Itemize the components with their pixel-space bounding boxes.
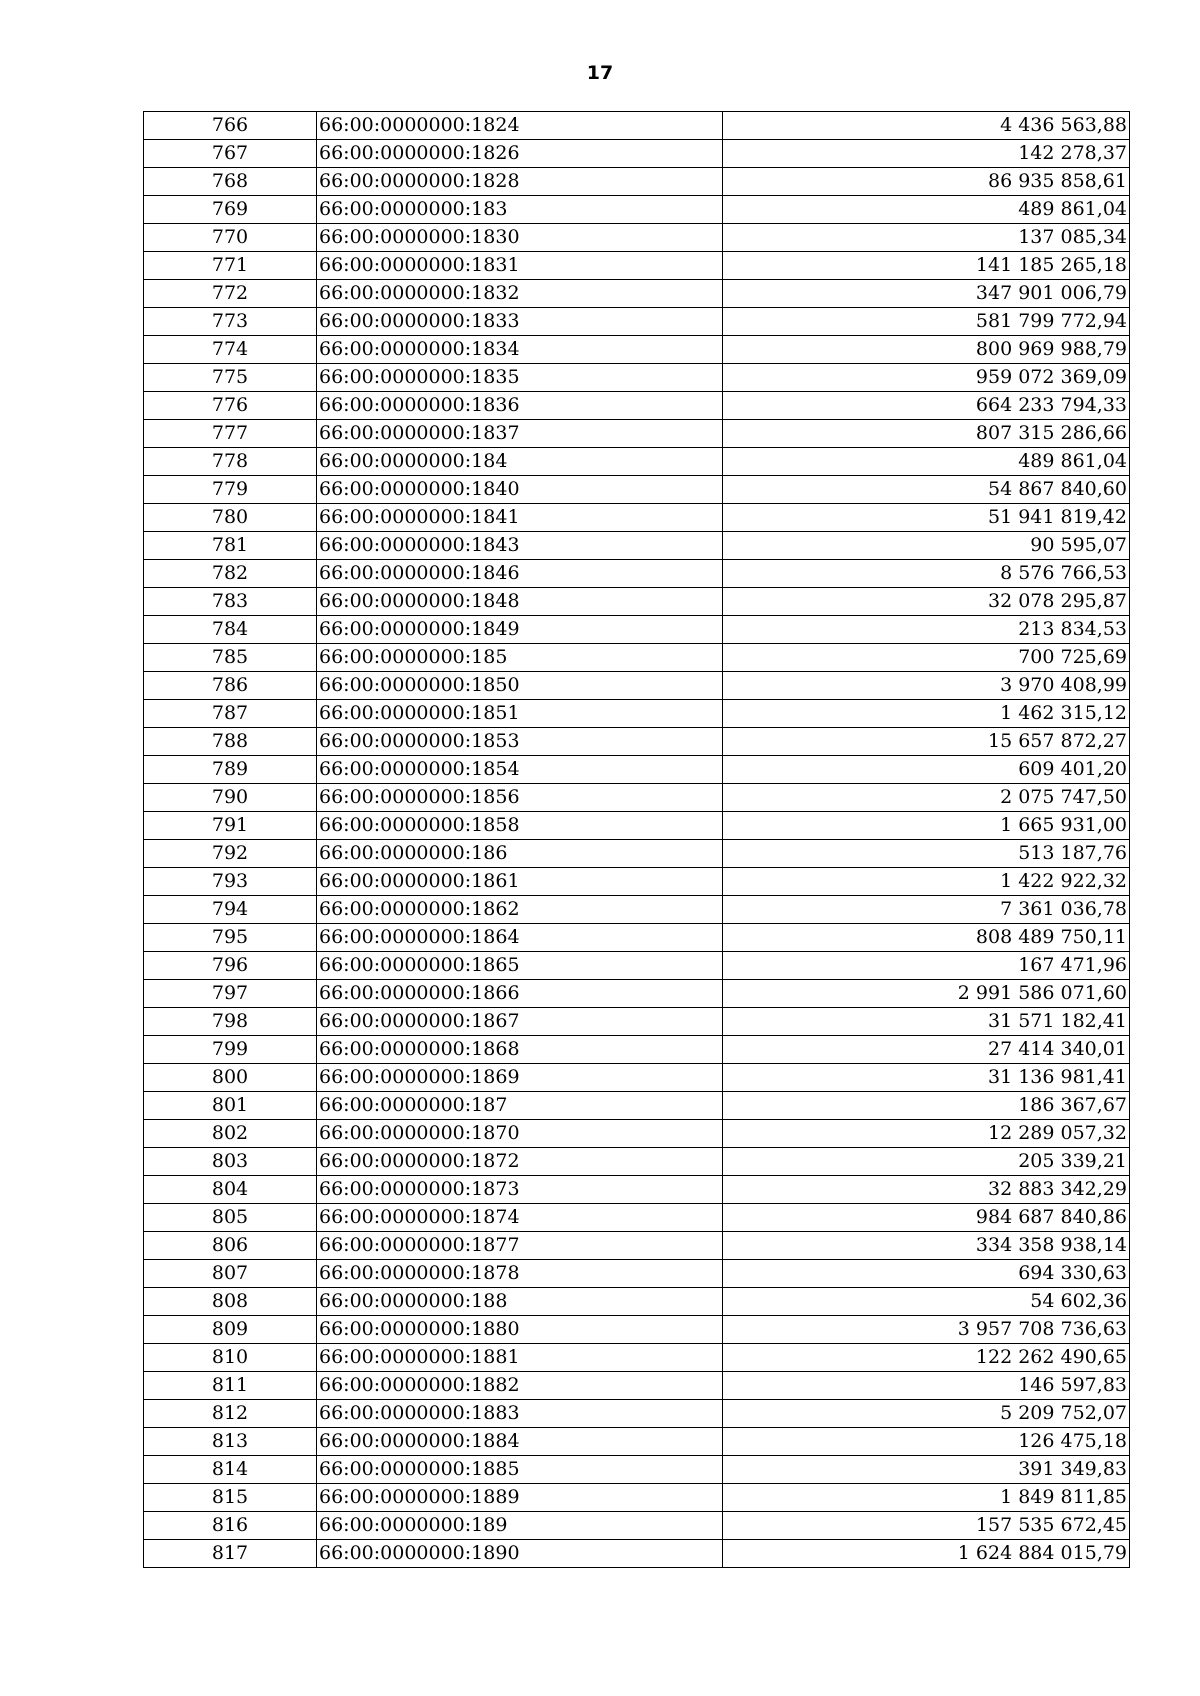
cadastral-number-cell: 66:00:0000000:185 [317, 644, 723, 672]
cadastral-number-cell: 66:00:0000000:1830 [317, 224, 723, 252]
cadastral-value-cell: 7 361 036,78 [723, 896, 1130, 924]
cadastral-number-cell: 66:00:0000000:1858 [317, 812, 723, 840]
cadastral-number-cell: 66:00:0000000:1835 [317, 364, 723, 392]
cadastral-value-cell: 51 941 819,42 [723, 504, 1130, 532]
row-number-cell: 814 [144, 1456, 317, 1484]
row-number-cell: 778 [144, 448, 317, 476]
table-row [144, 980, 1130, 1008]
cadastral-number-cell: 66:00:0000000:1851 [317, 700, 723, 728]
cadastral-value-cell: 12 289 057,32 [723, 1120, 1130, 1148]
cadastral-number-cell: 66:00:0000000:1826 [317, 140, 723, 168]
row-number-cell: 779 [144, 476, 317, 504]
cadastral-value-cell: 489 861,04 [723, 196, 1130, 224]
row-number-cell: 801 [144, 1092, 317, 1120]
table-row [144, 532, 1130, 560]
cadastral-number-cell: 66:00:0000000:1878 [317, 1260, 723, 1288]
table-row [144, 1204, 1130, 1232]
cadastral-value-cell: 86 935 858,61 [723, 168, 1130, 196]
table-row [144, 308, 1130, 336]
table-row [144, 420, 1130, 448]
cadastral-number-cell: 66:00:0000000:1853 [317, 728, 723, 756]
cadastral-number-cell: 66:00:0000000:1833 [317, 308, 723, 336]
table-row [144, 140, 1130, 168]
table-body [144, 112, 1130, 1568]
table-row [144, 1344, 1130, 1372]
cadastral-value-cell: 146 597,83 [723, 1372, 1130, 1400]
table-row [144, 1232, 1130, 1260]
row-number-cell: 803 [144, 1148, 317, 1176]
cadastral-number-cell: 66:00:0000000:1861 [317, 868, 723, 896]
row-number-cell: 790 [144, 784, 317, 812]
row-number-cell: 788 [144, 728, 317, 756]
table-row [144, 812, 1130, 840]
row-number-cell: 786 [144, 672, 317, 700]
cadastral-value-cell: 31 571 182,41 [723, 1008, 1130, 1036]
cadastral-number-cell: 66:00:0000000:1828 [317, 168, 723, 196]
cadastral-value-cell: 808 489 750,11 [723, 924, 1130, 952]
table-row [144, 672, 1130, 700]
cadastral-value-cell: 700 725,69 [723, 644, 1130, 672]
table-row [144, 896, 1130, 924]
cadastral-number-cell: 66:00:0000000:188 [317, 1288, 723, 1316]
cadastral-value-cell: 513 187,76 [723, 840, 1130, 868]
table-row [144, 1372, 1130, 1400]
cadastral-number-cell: 66:00:0000000:1866 [317, 980, 723, 1008]
cadastral-value-cell: 1 665 931,00 [723, 812, 1130, 840]
row-number-cell: 771 [144, 252, 317, 280]
cadastral-number-cell: 66:00:0000000:189 [317, 1512, 723, 1540]
row-number-cell: 792 [144, 840, 317, 868]
row-number-cell: 791 [144, 812, 317, 840]
row-number-cell: 797 [144, 980, 317, 1008]
table-row [144, 1064, 1130, 1092]
table-row [144, 784, 1130, 812]
table-row [144, 1120, 1130, 1148]
cadastral-value-cell: 8 576 766,53 [723, 560, 1130, 588]
cadastral-number-cell: 66:00:0000000:1865 [317, 952, 723, 980]
cadastral-number-cell: 66:00:0000000:1834 [317, 336, 723, 364]
table-row [144, 756, 1130, 784]
table-row [144, 1176, 1130, 1204]
cadastral-number-cell: 66:00:0000000:1837 [317, 420, 723, 448]
cadastral-number-cell: 66:00:0000000:1848 [317, 588, 723, 616]
cadastral-number-cell: 66:00:0000000:1862 [317, 896, 723, 924]
cadastral-value-cell: 1 624 884 015,79 [723, 1540, 1130, 1568]
cadastral-value-cell: 609 401,20 [723, 756, 1130, 784]
cadastral-value-cell: 213 834,53 [723, 616, 1130, 644]
row-number-cell: 812 [144, 1400, 317, 1428]
row-number-cell: 774 [144, 336, 317, 364]
table-row [144, 448, 1130, 476]
table-row [144, 1512, 1130, 1540]
table-row [144, 1008, 1130, 1036]
cadastral-value-cell: 54 602,36 [723, 1288, 1130, 1316]
table-row [144, 1316, 1130, 1344]
cadastral-number-cell: 66:00:0000000:1873 [317, 1176, 723, 1204]
cadastral-number-cell: 66:00:0000000:1864 [317, 924, 723, 952]
cadastral-value-cell: 3 970 408,99 [723, 672, 1130, 700]
cadastral-value-cell: 31 136 981,41 [723, 1064, 1130, 1092]
row-number-cell: 768 [144, 168, 317, 196]
cadastral-value-cell: 984 687 840,86 [723, 1204, 1130, 1232]
table-row [144, 392, 1130, 420]
table-row [144, 252, 1130, 280]
row-number-cell: 767 [144, 140, 317, 168]
cadastral-number-cell: 66:00:0000000:1885 [317, 1456, 723, 1484]
cadastral-number-cell: 66:00:0000000:1831 [317, 252, 723, 280]
cadastral-value-cell: 167 471,96 [723, 952, 1130, 980]
cadastral-number-cell: 66:00:0000000:1872 [317, 1148, 723, 1176]
table-row [144, 1540, 1130, 1568]
row-number-cell: 816 [144, 1512, 317, 1540]
row-number-cell: 794 [144, 896, 317, 924]
table-row [144, 588, 1130, 616]
cadastral-value-cell: 32 078 295,87 [723, 588, 1130, 616]
row-number-cell: 784 [144, 616, 317, 644]
row-number-cell: 782 [144, 560, 317, 588]
cadastral-value-cell: 1 849 811,85 [723, 1484, 1130, 1512]
table-row [144, 112, 1130, 140]
cadastral-number-cell: 66:00:0000000:1824 [317, 112, 723, 140]
cadastral-number-cell: 66:00:0000000:183 [317, 196, 723, 224]
cadastral-number-cell: 66:00:0000000:1854 [317, 756, 723, 784]
cadastral-value-cell: 205 339,21 [723, 1148, 1130, 1176]
row-number-cell: 807 [144, 1260, 317, 1288]
cadastral-number-cell: 66:00:0000000:1869 [317, 1064, 723, 1092]
cadastral-value-cell: 15 657 872,27 [723, 728, 1130, 756]
cadastral-value-cell: 126 475,18 [723, 1428, 1130, 1456]
cadastral-number-cell: 66:00:0000000:1880 [317, 1316, 723, 1344]
row-number-cell: 804 [144, 1176, 317, 1204]
cadastral-value-cell: 157 535 672,45 [723, 1512, 1130, 1540]
cadastral-value-cell: 2 075 747,50 [723, 784, 1130, 812]
cadastral-number-cell: 66:00:0000000:184 [317, 448, 723, 476]
cadastral-value-cell: 489 861,04 [723, 448, 1130, 476]
table-row [144, 868, 1130, 896]
cadastral-number-cell: 66:00:0000000:1870 [317, 1120, 723, 1148]
row-number-cell: 773 [144, 308, 317, 336]
row-number-cell: 770 [144, 224, 317, 252]
cadastral-value-cell: 1 422 922,32 [723, 868, 1130, 896]
row-number-cell: 769 [144, 196, 317, 224]
row-number-cell: 781 [144, 532, 317, 560]
table-row [144, 336, 1130, 364]
cadastral-value-cell: 581 799 772,94 [723, 308, 1130, 336]
cadastral-number-cell: 66:00:0000000:1877 [317, 1232, 723, 1260]
cadastral-value-table [143, 111, 1130, 1568]
cadastral-value-cell: 800 969 988,79 [723, 336, 1130, 364]
cadastral-number-cell: 66:00:0000000:1874 [317, 1204, 723, 1232]
cadastral-value-cell: 32 883 342,29 [723, 1176, 1130, 1204]
table-row [144, 1036, 1130, 1064]
row-number-cell: 795 [144, 924, 317, 952]
row-number-cell: 809 [144, 1316, 317, 1344]
table-row [144, 700, 1130, 728]
table-row [144, 644, 1130, 672]
row-number-cell: 793 [144, 868, 317, 896]
row-number-cell: 805 [144, 1204, 317, 1232]
cadastral-value-cell: 141 185 265,18 [723, 252, 1130, 280]
row-number-cell: 798 [144, 1008, 317, 1036]
row-number-cell: 800 [144, 1064, 317, 1092]
row-number-cell: 785 [144, 644, 317, 672]
cadastral-value-cell: 391 349,83 [723, 1456, 1130, 1484]
row-number-cell: 815 [144, 1484, 317, 1512]
cadastral-value-cell: 959 072 369,09 [723, 364, 1130, 392]
row-number-cell: 787 [144, 700, 317, 728]
table-row [144, 1092, 1130, 1120]
row-number-cell: 777 [144, 420, 317, 448]
cadastral-value-cell: 186 367,67 [723, 1092, 1130, 1120]
page-number: 17 [586, 62, 614, 84]
cadastral-value-cell: 54 867 840,60 [723, 476, 1130, 504]
row-number-cell: 810 [144, 1344, 317, 1372]
table-row [144, 1484, 1130, 1512]
table-row [144, 1148, 1130, 1176]
cadastral-number-cell: 66:00:0000000:1868 [317, 1036, 723, 1064]
cadastral-number-cell: 66:00:0000000:1840 [317, 476, 723, 504]
cadastral-number-cell: 66:00:0000000:1882 [317, 1372, 723, 1400]
row-number-cell: 808 [144, 1288, 317, 1316]
cadastral-number-cell: 66:00:0000000:1881 [317, 1344, 723, 1372]
cadastral-value-cell: 5 209 752,07 [723, 1400, 1130, 1428]
cadastral-value-cell: 142 278,37 [723, 140, 1130, 168]
cadastral-value-cell: 694 330,63 [723, 1260, 1130, 1288]
row-number-cell: 783 [144, 588, 317, 616]
row-number-cell: 811 [144, 1372, 317, 1400]
cadastral-number-cell: 66:00:0000000:1850 [317, 672, 723, 700]
table-row [144, 364, 1130, 392]
table-row [144, 924, 1130, 952]
row-number-cell: 789 [144, 756, 317, 784]
table-row [144, 952, 1130, 980]
row-number-cell: 813 [144, 1428, 317, 1456]
table-row [144, 1428, 1130, 1456]
table-row [144, 840, 1130, 868]
cadastral-value-cell: 137 085,34 [723, 224, 1130, 252]
cadastral-value-cell: 3 957 708 736,63 [723, 1316, 1130, 1344]
cadastral-number-cell: 66:00:0000000:1856 [317, 784, 723, 812]
cadastral-number-cell: 66:00:0000000:1884 [317, 1428, 723, 1456]
row-number-cell: 772 [144, 280, 317, 308]
cadastral-value-cell: 334 358 938,14 [723, 1232, 1130, 1260]
table-row [144, 280, 1130, 308]
table-row [144, 1288, 1130, 1316]
row-number-cell: 776 [144, 392, 317, 420]
table-row [144, 476, 1130, 504]
cadastral-number-cell: 66:00:0000000:1843 [317, 532, 723, 560]
table-row [144, 728, 1130, 756]
cadastral-number-cell: 66:00:0000000:1883 [317, 1400, 723, 1428]
table-row [144, 1260, 1130, 1288]
cadastral-number-cell: 66:00:0000000:186 [317, 840, 723, 868]
cadastral-number-cell: 66:00:0000000:187 [317, 1092, 723, 1120]
cadastral-value-cell: 807 315 286,66 [723, 420, 1130, 448]
table-row [144, 224, 1130, 252]
row-number-cell: 796 [144, 952, 317, 980]
cadastral-number-cell: 66:00:0000000:1867 [317, 1008, 723, 1036]
row-number-cell: 766 [144, 112, 317, 140]
row-number-cell: 775 [144, 364, 317, 392]
cadastral-value-cell: 664 233 794,33 [723, 392, 1130, 420]
row-number-cell: 802 [144, 1120, 317, 1148]
cadastral-value-cell: 1 462 315,12 [723, 700, 1130, 728]
cadastral-number-cell: 66:00:0000000:1841 [317, 504, 723, 532]
cadastral-number-cell: 66:00:0000000:1836 [317, 392, 723, 420]
cadastral-number-cell: 66:00:0000000:1846 [317, 560, 723, 588]
table-row [144, 168, 1130, 196]
row-number-cell: 780 [144, 504, 317, 532]
cadastral-number-cell: 66:00:0000000:1889 [317, 1484, 723, 1512]
cadastral-value-cell: 4 436 563,88 [723, 112, 1130, 140]
table-row [144, 560, 1130, 588]
cadastral-number-cell: 66:00:0000000:1890 [317, 1540, 723, 1568]
table-row [144, 616, 1130, 644]
table-row [144, 504, 1130, 532]
table-row [144, 196, 1130, 224]
cadastral-value-cell: 347 901 006,79 [723, 280, 1130, 308]
cadastral-number-cell: 66:00:0000000:1849 [317, 616, 723, 644]
cadastral-value-cell: 2 991 586 071,60 [723, 980, 1130, 1008]
table-row [144, 1400, 1130, 1428]
cadastral-value-cell: 90 595,07 [723, 532, 1130, 560]
table-row [144, 1456, 1130, 1484]
cadastral-value-cell: 27 414 340,01 [723, 1036, 1130, 1064]
cadastral-value-cell: 122 262 490,65 [723, 1344, 1130, 1372]
row-number-cell: 799 [144, 1036, 317, 1064]
row-number-cell: 806 [144, 1232, 317, 1260]
row-number-cell: 817 [144, 1540, 317, 1568]
cadastral-number-cell: 66:00:0000000:1832 [317, 280, 723, 308]
